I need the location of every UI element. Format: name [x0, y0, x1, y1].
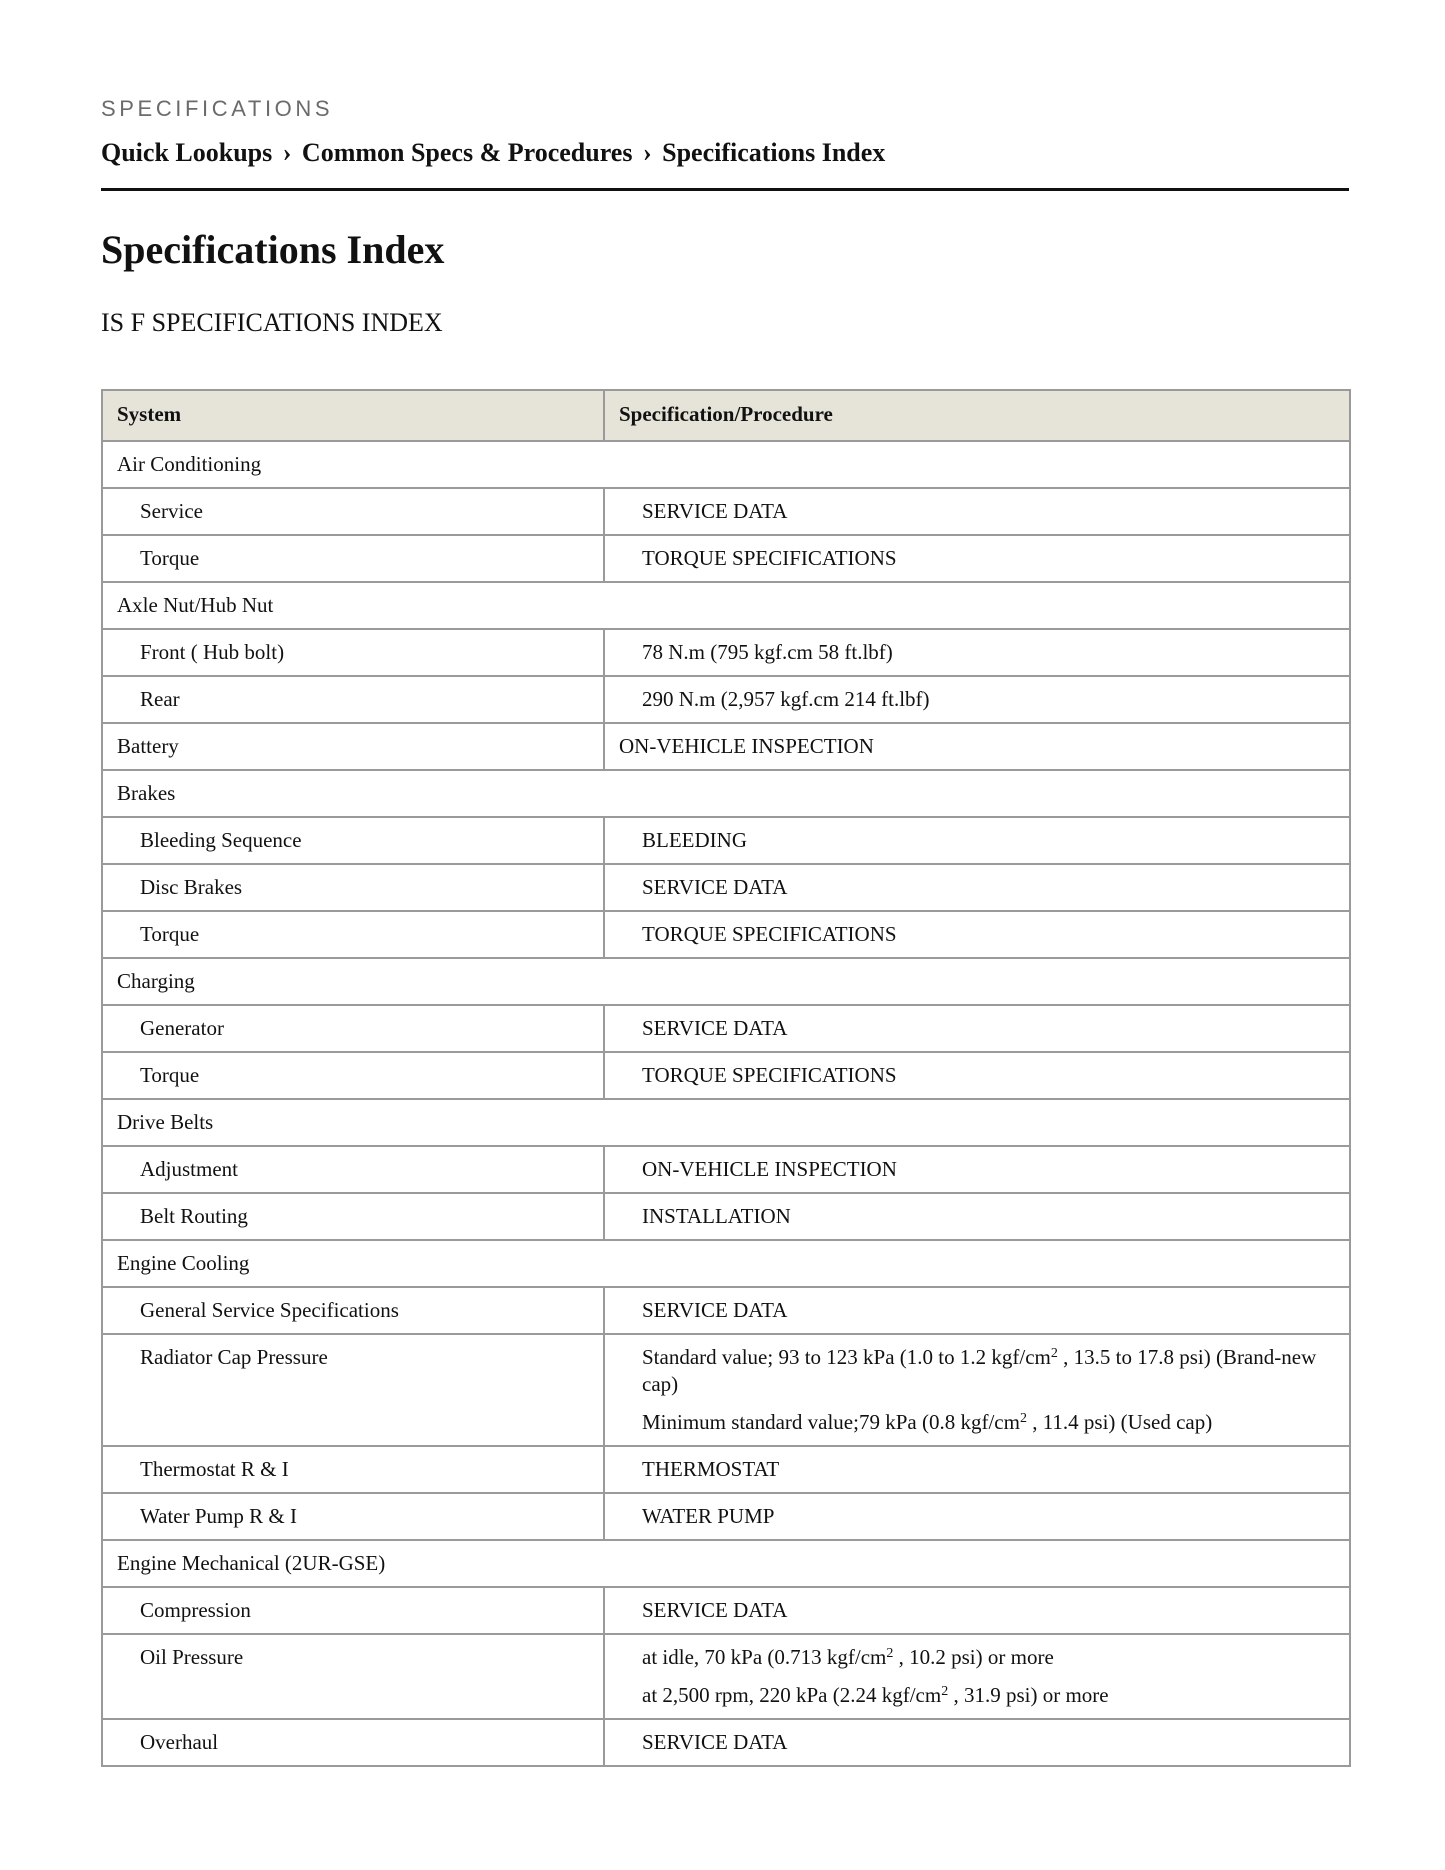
spec-text: , 11.4 psi) (Used cap) — [1026, 1410, 1213, 1434]
table-row — [102, 1587, 1350, 1634]
group-cell: Engine Mechanical (2UR-GSE) — [102, 1540, 1350, 1587]
spec-value — [604, 1334, 1350, 1446]
table-group-row — [102, 582, 1350, 629]
page-subtitle: IS F SPECIFICATIONS INDEX — [101, 308, 443, 337]
system-cell: Torque — [102, 1052, 604, 1099]
spec-link[interactable]: THERMOSTAT — [604, 1446, 1350, 1493]
table-group-row — [102, 770, 1350, 817]
breadcrumb-item-quick-lookups[interactable]: Quick Lookups — [101, 138, 273, 167]
table-row — [102, 488, 1350, 535]
table-row — [102, 1287, 1350, 1334]
spec-link[interactable]: SERVICE DATA — [604, 1287, 1350, 1334]
spec-link[interactable]: SERVICE DATA — [604, 864, 1350, 911]
system-cell: Battery — [102, 723, 604, 770]
system-cell: Oil Pressure — [102, 1634, 604, 1719]
system-cell: Radiator Cap Pressure — [102, 1334, 604, 1446]
spec-text: at idle, 70 kPa (0.713 kgf/cm — [642, 1645, 887, 1669]
spec-link[interactable]: SERVICE DATA — [604, 1587, 1350, 1634]
spec-link[interactable]: TORQUE SPECIFICATIONS — [604, 535, 1350, 582]
spec-link[interactable]: SERVICE DATA — [604, 488, 1350, 535]
system-cell: General Service Specifications — [102, 1287, 604, 1334]
system-cell: Thermostat R & I — [102, 1446, 604, 1493]
table-row — [102, 911, 1350, 958]
spec-line — [642, 1409, 1335, 1436]
table-row — [102, 1193, 1350, 1240]
spec-line — [642, 1682, 1335, 1709]
table-row — [102, 723, 1350, 770]
spec-link[interactable]: INSTALLATION — [604, 1193, 1350, 1240]
header-divider — [101, 188, 1349, 191]
system-cell: Disc Brakes — [102, 864, 604, 911]
system-cell: Adjustment — [102, 1146, 604, 1193]
spec-text: , 31.9 psi) or more — [948, 1683, 1109, 1707]
table-row — [102, 676, 1350, 723]
system-cell: Overhaul — [102, 1719, 604, 1766]
spec-line — [642, 1344, 1335, 1398]
table-group-row — [102, 1540, 1350, 1587]
system-cell: Front ( Hub bolt) — [102, 629, 604, 676]
table-row — [102, 817, 1350, 864]
breadcrumb-separator: › — [282, 138, 292, 167]
table-row — [102, 1446, 1350, 1493]
table-row — [102, 535, 1350, 582]
system-cell: Compression — [102, 1587, 604, 1634]
spec-value: 78 N.m (795 kgf.cm 58 ft.lbf) — [604, 629, 1350, 676]
table-header-row — [102, 390, 1350, 441]
spec-link[interactable]: ON-VEHICLE INSPECTION — [604, 1146, 1350, 1193]
superscript: 2 — [886, 1646, 894, 1661]
group-cell: Drive Belts — [102, 1099, 1350, 1146]
table-group-row — [102, 441, 1350, 488]
superscript: 2 — [941, 1684, 949, 1699]
spec-link[interactable]: WATER PUMP — [604, 1493, 1350, 1540]
breadcrumb-item-current: Specifications Index — [662, 138, 886, 167]
spec-text: , 13.5 to 17.8 psi) (Brand-new cap) — [642, 1345, 1317, 1396]
system-cell: Bleeding Sequence — [102, 817, 604, 864]
group-cell: Brakes — [102, 770, 1350, 817]
group-cell: Axle Nut/Hub Nut — [102, 582, 1350, 629]
spec-link[interactable]: SERVICE DATA — [604, 1005, 1350, 1052]
section-label: SPECIFICATIONS — [101, 96, 334, 121]
spec-link[interactable]: TORQUE SPECIFICATIONS — [604, 911, 1350, 958]
page-title: Specifications Index — [101, 227, 445, 272]
spec-link[interactable]: BLEEDING — [604, 817, 1350, 864]
spec-value: 290 N.m (2,957 kgf.cm 214 ft.lbf) — [604, 676, 1350, 723]
table-row — [102, 1634, 1350, 1719]
table-row — [102, 1334, 1350, 1446]
system-cell: Service — [102, 488, 604, 535]
column-header-specification: Specification/Procedure — [604, 390, 1350, 441]
spec-text: Minimum standard value;79 kPa (0.8 kgf/cm — [642, 1410, 1020, 1434]
spec-text: , 10.2 psi) or more — [893, 1645, 1054, 1669]
system-cell: Belt Routing — [102, 1193, 604, 1240]
group-cell: Charging — [102, 958, 1350, 1005]
table-group-row — [102, 1099, 1350, 1146]
system-cell: Rear — [102, 676, 604, 723]
spec-link[interactable]: SERVICE DATA — [604, 1719, 1350, 1766]
group-cell: Engine Cooling — [102, 1240, 1350, 1287]
spec-link[interactable]: ON-VEHICLE INSPECTION — [604, 723, 1350, 770]
table-group-row — [102, 958, 1350, 1005]
superscript: 2 — [1019, 1411, 1027, 1426]
table-row — [102, 1005, 1350, 1052]
specifications-table — [101, 389, 1351, 1767]
system-cell: Torque — [102, 911, 604, 958]
table-row — [102, 864, 1350, 911]
system-cell: Torque — [102, 535, 604, 582]
table-row — [102, 1719, 1350, 1766]
breadcrumb — [101, 138, 885, 168]
spec-text: at 2,500 rpm, 220 kPa (2.24 kgf/cm — [642, 1683, 942, 1707]
spec-value — [604, 1634, 1350, 1719]
column-header-system: System — [102, 390, 604, 441]
breadcrumb-separator: › — [642, 138, 652, 167]
spec-line — [642, 1644, 1335, 1671]
system-cell: Generator — [102, 1005, 604, 1052]
spec-link[interactable]: TORQUE SPECIFICATIONS — [604, 1052, 1350, 1099]
superscript: 2 — [1050, 1346, 1058, 1361]
table-row — [102, 1493, 1350, 1540]
table-group-row — [102, 1240, 1350, 1287]
breadcrumb-item-common-specs[interactable]: Common Specs & Procedures — [301, 138, 633, 167]
spec-text: Standard value; 93 to 123 kPa (1.0 to 1.2 kgf/cm — [642, 1345, 1051, 1369]
system-cell: Water Pump R & I — [102, 1493, 604, 1540]
group-cell: Air Conditioning — [102, 441, 1350, 488]
table-row — [102, 1146, 1350, 1193]
table-row — [102, 629, 1350, 676]
table-row — [102, 1052, 1350, 1099]
